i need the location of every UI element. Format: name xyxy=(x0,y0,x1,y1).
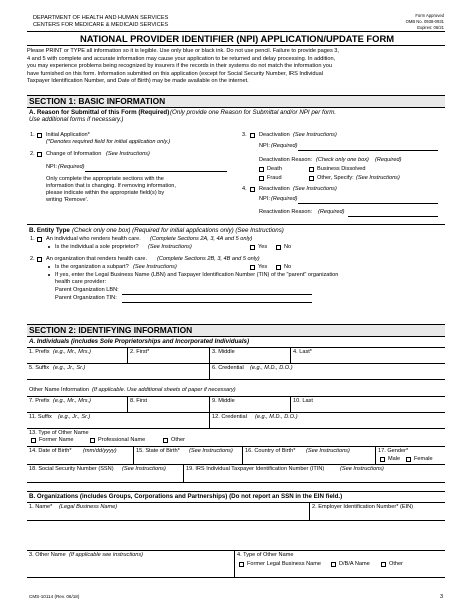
org-type-other-name-label: 4. Type of Other Name xyxy=(237,552,294,558)
b1-num: 1. xyxy=(30,236,35,242)
suffix-note: (e.g., Jr., Sr.) xyxy=(53,365,86,371)
former-lbn-checkbox[interactable] xyxy=(239,562,244,567)
initial-num: 1. xyxy=(30,132,35,138)
initial-label: Initial Application* xyxy=(46,132,90,138)
form-approved: Form Approved xyxy=(415,13,444,18)
divider xyxy=(290,396,291,412)
female-checkbox[interactable] xyxy=(406,457,411,462)
header-rule xyxy=(27,31,445,32)
male-label: Male xyxy=(388,456,401,462)
react-npi-input[interactable] xyxy=(298,203,438,204)
deact-reason-note: (Check only one box) xyxy=(316,157,369,163)
divider xyxy=(209,412,210,428)
other-last-label: 10. Last xyxy=(293,398,313,404)
deact-see: (See Instructions) xyxy=(293,132,337,138)
credential-note: (e.g., M.D., D.O.) xyxy=(250,365,293,371)
org-other-name-label: 3. Other Name xyxy=(29,552,66,558)
rule xyxy=(27,428,445,429)
dob-note: (mm/dd/yyyy) xyxy=(83,448,117,454)
bullet xyxy=(48,274,50,276)
rule xyxy=(27,379,445,380)
b2-num: 2. xyxy=(30,256,35,262)
bullet xyxy=(48,266,50,268)
react-npi-label: NPI: xyxy=(259,196,270,202)
rule xyxy=(27,347,445,348)
deact-npi-required: (Required) xyxy=(271,143,298,149)
country-birth-label: 16. Country of Birth* xyxy=(245,448,296,454)
b2-question-note: (See Instructions) xyxy=(133,264,177,270)
middle-label: 3. Middle xyxy=(212,349,235,355)
type-other-name-label: 13. Type of Other Name xyxy=(29,430,89,436)
yes-label: Yes xyxy=(258,264,268,270)
entity-title: B. Entity Type xyxy=(29,227,70,234)
rule xyxy=(27,446,445,447)
suffix-label: 5. Suffix xyxy=(29,365,50,371)
other-specify-see: (See Instructions) xyxy=(356,175,400,181)
other-specify-label: Other, Specify: xyxy=(317,175,354,181)
org-name-label: 1. Name* xyxy=(29,504,53,510)
other-suffix-label: 11. Suffix xyxy=(29,414,52,420)
agency-line-2: CENTERS FOR MEDICARE & MEDICAID SERVICES xyxy=(33,22,169,28)
b1-question: Is the individual a sole proprietor? xyxy=(55,244,139,250)
parent-tin-label: Parent Organization TIN: xyxy=(55,295,117,301)
section2-head-rule xyxy=(27,336,445,337)
react-reason: Reactivation Reason: xyxy=(259,209,313,215)
fraud-checkbox[interactable] xyxy=(259,176,264,181)
agency-line-1: DEPARTMENT OF HEALTH AND HUMAN SERVICES xyxy=(33,15,169,21)
other-name-type-checkbox[interactable] xyxy=(163,438,168,443)
rule xyxy=(27,491,445,492)
last-label: 4. Last* xyxy=(293,349,312,355)
parent-lbn-label: Parent Organization LBN: xyxy=(55,287,119,293)
reason-note-2: Use additional forms if necessary.) xyxy=(29,116,124,123)
change-note-1: Only complete the appropriate sections with the xyxy=(46,176,164,182)
male-checkbox[interactable] xyxy=(380,457,385,462)
react-num: 4. xyxy=(242,186,247,192)
react-reason-input[interactable] xyxy=(348,216,438,217)
expires: Expires: 06/21 xyxy=(417,25,444,30)
divider xyxy=(242,446,243,464)
reason-title: A. Reason for Submittal of this Form (Required) xyxy=(29,109,170,116)
b2-question: Is the organization a subpart? xyxy=(55,264,129,270)
rule xyxy=(27,412,445,413)
page-number: 3 xyxy=(440,594,444,600)
other-name-label: Other Name Information xyxy=(29,387,90,393)
intro-line-2: 4 and 5 with complete and accurate information may cause your application to be returned and delay processing. In addition, xyxy=(27,55,336,62)
rule xyxy=(27,363,445,364)
change-note-3: please indicate within the appropriate field(s) by xyxy=(46,190,165,196)
rule xyxy=(27,577,445,578)
change-note-4: writing 'Remove'. xyxy=(46,197,89,203)
react-reason-required: (Required) xyxy=(318,209,345,215)
org-name-note: (Legal Business Name) xyxy=(59,504,118,510)
title-rule xyxy=(27,45,445,46)
org-other-label: Other xyxy=(389,561,403,567)
page-title: NATIONAL PROVIDER IDENTIFIER (NPI) APPLICATION/UPDATE FORM xyxy=(79,33,395,44)
other-label: Other xyxy=(171,437,185,443)
intro-line-3: you may experience problems being recognized by insurers if the records in their systems do not match the information you xyxy=(27,63,333,69)
dba-label: D/B/A Name xyxy=(339,561,370,567)
credential-label: 6. Credential xyxy=(212,365,244,371)
deactivation-checkbox[interactable] xyxy=(250,133,255,138)
deact-npi-label: NPI: xyxy=(259,143,270,149)
itin-label: 19. IRS Individual Taxpayer Identification Number (ITIN) xyxy=(186,466,325,472)
other-name-note: (If applicable. Use additional sheets of paper if necessary) xyxy=(92,387,236,393)
first-label: 2. First* xyxy=(130,349,150,355)
divider xyxy=(309,502,310,520)
deact-reason: Deactivation Reason: xyxy=(259,157,313,163)
death-label: Death xyxy=(267,166,282,172)
section1-heading: SECTION 1: BASIC INFORMATION xyxy=(29,96,166,106)
other-first-label: 8. First xyxy=(130,398,148,404)
intro-line-5: Taxpayer Identification Number, and Date of Birth) may be made available on the internet. xyxy=(27,78,249,84)
prefix-note: (e.g., Mr., Mrs.) xyxy=(53,349,92,355)
change-note-2: information that is changing. If removing information, xyxy=(46,183,176,189)
b1-label: An individual who renders health care. xyxy=(46,236,141,242)
change-npi-required: (Required) xyxy=(58,164,85,170)
other-prefix-note: (e.g., Mr., Mrs.) xyxy=(53,398,92,404)
reactivation-checkbox[interactable] xyxy=(250,187,255,192)
org-other-name-note: (If applicable see instructions) xyxy=(69,552,143,558)
intro-line-1: Please PRINT or TYPE all information so it is legible. Use only blue or black ink. Do not use pencil. Failure to provide pages 3, xyxy=(27,48,339,54)
ein-label: 2. Employer Identification Number* (EIN) xyxy=(312,504,414,510)
b2-label: An organization that renders health care. xyxy=(46,256,148,262)
business-dissolved-checkbox[interactable] xyxy=(309,167,314,172)
country-birth-note: (See Instructions) xyxy=(306,448,350,454)
individuals-title: A. Individuals (includes Sole Proprietorships and Incorporated Individuals) xyxy=(29,338,250,345)
b2-if-line-2: health care provider: xyxy=(55,279,106,285)
form-number: CMS-10114 (Rev. 06/18) xyxy=(29,594,80,599)
change-num: 2. xyxy=(30,151,35,157)
divider xyxy=(290,347,291,363)
rule xyxy=(27,464,445,465)
subpart-no-checkbox[interactable] xyxy=(276,265,281,270)
divider xyxy=(209,396,210,412)
entity-rule xyxy=(27,224,445,225)
ssn-note: (See Instructions) xyxy=(122,466,166,472)
change-npi-input[interactable] xyxy=(85,171,227,172)
yes-label: Yes xyxy=(258,244,268,250)
rule xyxy=(27,550,445,551)
former-name-label: Former Name xyxy=(39,437,74,443)
state-birth-label: 15. State of Birth* xyxy=(136,448,180,454)
divider xyxy=(375,446,376,464)
other-suffix-note: (e.g., Jr., Sr.) xyxy=(58,414,91,420)
initial-note: (*Denotes required field for initial application only.) xyxy=(46,139,171,145)
professional-name-label: Professional Name xyxy=(98,437,146,443)
state-birth-note: (See Instructions) xyxy=(189,448,233,454)
no-label: No xyxy=(284,244,292,250)
female-label: Female xyxy=(414,456,433,462)
divider xyxy=(209,363,210,379)
change-label: Change of Information xyxy=(46,151,102,157)
b1-note: (Complete Sections 2A, 3, 4A and 5 only) xyxy=(150,236,253,242)
no-label: No xyxy=(284,264,292,270)
other-credential-label: 12. Credential xyxy=(212,414,247,420)
divider xyxy=(133,446,134,464)
sole-proprietor-yes-checkbox[interactable] xyxy=(250,245,255,250)
react-npi-required: (Required) xyxy=(271,196,298,202)
death-checkbox[interactable] xyxy=(259,167,264,172)
change-info-checkbox[interactable] xyxy=(37,152,42,157)
initial-application-checkbox[interactable] xyxy=(37,133,42,138)
parent-lbn-input[interactable] xyxy=(122,294,312,295)
parent-tin-input[interactable] xyxy=(122,302,312,303)
section1-head-rule xyxy=(27,107,445,108)
rule xyxy=(27,520,445,521)
react-label: Reactivation xyxy=(259,186,290,192)
entity-note: (Check only one box) (Required for initial applications only) (See Instructions) xyxy=(72,227,284,234)
itin-note: (See Instructions) xyxy=(340,466,384,472)
divider xyxy=(209,347,210,363)
other-credential-note: (e.g., M.D., D.O.) xyxy=(255,414,298,420)
gender-label: 17. Gender* xyxy=(378,448,409,454)
divider xyxy=(183,464,184,482)
reason-note: (Only provide one Reason for Submittal and/or NPI per form. xyxy=(170,109,337,116)
dob-label: 14. Date of Birth* xyxy=(29,448,72,454)
individual-checkbox[interactable] xyxy=(37,237,42,242)
professional-name-checkbox[interactable] xyxy=(90,438,95,443)
b2-note: (Complete Sections 2B, 3, 4B and 5 only) xyxy=(157,256,260,262)
former-name-checkbox[interactable] xyxy=(31,438,36,443)
bullet xyxy=(48,246,50,248)
ssn-label: 18. Social Security Number (SSN) xyxy=(29,466,114,472)
other-specify-checkbox[interactable] xyxy=(309,176,314,181)
deact-npi-input[interactable] xyxy=(298,150,438,151)
b2-if-line-1: If yes, enter the Legal Business Name (LBN) and Taxpayer Identification Number (TIN) of the "parent" organization xyxy=(55,272,339,278)
section2-heading: SECTION 2: IDENTIFYING INFORMATION xyxy=(29,325,193,335)
deact-label: Deactivation xyxy=(259,132,290,138)
organizations-title: B. Organizations (includes Groups, Corporations and Partnerships) (Do not report an SSN in the EIN field.) xyxy=(29,493,343,500)
former-lbn-label: Former Legal Business Name xyxy=(247,561,321,567)
other-prefix-label: 7. Prefix xyxy=(29,398,50,404)
b1-question-note: (See Instructions) xyxy=(148,244,192,250)
prefix-label: 1. Prefix xyxy=(29,349,50,355)
deact-reason-required: (Required) xyxy=(375,157,402,163)
other-middle-label: 9. Middle xyxy=(212,398,235,404)
divider xyxy=(127,396,128,412)
dba-checkbox[interactable] xyxy=(331,562,336,567)
divider xyxy=(234,550,235,577)
organization-checkbox[interactable] xyxy=(37,257,42,262)
change-see: (See Instructions) xyxy=(106,151,150,157)
fraud-label: Fraud xyxy=(267,175,282,181)
rule xyxy=(27,396,445,397)
rule xyxy=(27,482,445,483)
business-dissolved-label: Business Dissolved xyxy=(317,166,366,172)
sole-proprietor-no-checkbox[interactable] xyxy=(276,245,281,250)
divider xyxy=(127,347,128,363)
react-see: (See Instructions) xyxy=(293,186,337,192)
org-other-type-checkbox[interactable] xyxy=(381,562,386,567)
deact-num: 3. xyxy=(242,132,247,138)
intro-line-4: have furnished on this form. Information submitted on this application (except for Social Security Number, IRS Individual xyxy=(27,70,323,77)
subpart-yes-checkbox[interactable] xyxy=(250,265,255,270)
omb-number: OMB No. 0938-0931 xyxy=(405,19,444,24)
rule xyxy=(27,502,445,503)
change-npi-label: NPI: xyxy=(46,164,57,170)
